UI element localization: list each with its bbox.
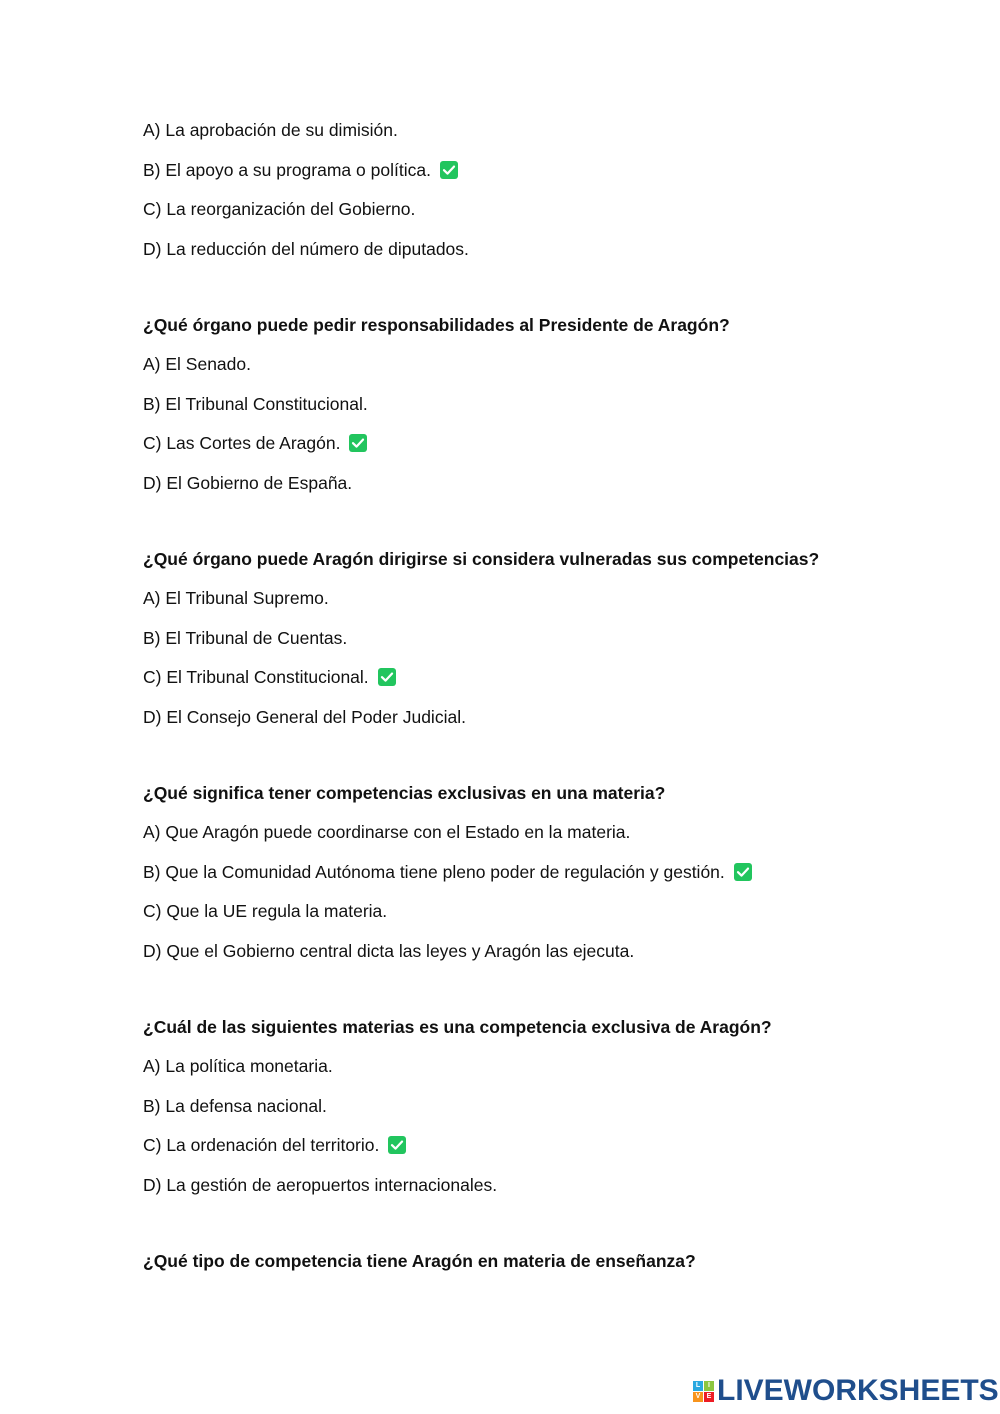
option-label: C) Las Cortes de Aragón. (143, 433, 341, 453)
answer-option (143, 393, 368, 415)
question-text (143, 314, 730, 336)
option-label: B) La defensa nacional. (143, 1096, 327, 1116)
question-label: ¿Cuál de las siguientes materias es una competencia exclusiva de Aragón? (143, 1017, 772, 1037)
check-mark-icon (349, 434, 367, 452)
logo-letter: I (704, 1381, 714, 1391)
logo-letter: L (693, 1381, 703, 1391)
answer-option (143, 1174, 497, 1196)
option-label: C) El Tribunal Constitucional. (143, 667, 369, 687)
option-label: B) El Tribunal Constitucional. (143, 394, 368, 414)
question-text (143, 548, 819, 570)
option-label: B) Que la Comunidad Autónoma tiene pleno poder de regulación y gestión. (143, 862, 725, 882)
answer-option (143, 1055, 333, 1077)
answer-option (143, 472, 352, 494)
option-label: A) La aprobación de su dimisión. (143, 120, 398, 140)
answer-option (143, 432, 367, 454)
answer-option (143, 1095, 327, 1117)
option-label: C) La ordenación del territorio. (143, 1135, 380, 1155)
answer-option (143, 821, 630, 843)
answer-option (143, 861, 752, 883)
option-label: A) La política monetaria. (143, 1056, 333, 1076)
question-text (143, 1250, 696, 1272)
option-label: D) La gestión de aeropuertos internacionales. (143, 1175, 498, 1195)
question-text (143, 782, 665, 804)
answer-option (143, 1134, 406, 1156)
check-mark-icon (378, 668, 396, 686)
liveworksheets-logo-icon (693, 1381, 714, 1402)
answer-option (143, 587, 329, 609)
answer-option (143, 198, 415, 220)
check-mark-icon (440, 161, 458, 179)
question-text (143, 1016, 772, 1038)
option-label: C) La reorganización del Gobierno. (143, 199, 416, 219)
question-label: ¿Qué órgano puede Aragón dirigirse si considera vulneradas sus competencias? (143, 549, 820, 569)
option-label: A) Que Aragón puede coordinarse con el Estado en la materia. (143, 822, 631, 842)
check-mark-icon (734, 863, 752, 881)
liveworksheets-footer (693, 1374, 999, 1408)
question-label: ¿Qué significa tener competencias exclusivas en una materia? (143, 783, 666, 803)
option-label: B) El Tribunal de Cuentas. (143, 628, 348, 648)
option-label: D) La reducción del número de diputados. (143, 239, 469, 259)
answer-option (143, 353, 251, 375)
question-label: ¿Qué órgano puede pedir responsabilidades al Presidente de Aragón? (143, 315, 730, 335)
option-label: C) Que la UE regula la materia. (143, 901, 388, 921)
check-mark-icon (388, 1136, 406, 1154)
option-label: A) El Senado. (143, 354, 251, 374)
answer-option (143, 238, 469, 260)
brand-name: LIVEWORKSHEETS (717, 1374, 999, 1407)
answer-option (143, 940, 634, 962)
answer-option (143, 627, 347, 649)
answer-option (143, 666, 396, 688)
option-label: D) El Gobierno de España. (143, 473, 353, 493)
answer-option (143, 900, 387, 922)
answer-option (143, 159, 458, 181)
option-label: A) El Tribunal Supremo. (143, 588, 329, 608)
logo-letter: V (693, 1392, 703, 1402)
logo-letter: E (704, 1392, 714, 1402)
question-label: ¿Qué tipo de competencia tiene Aragón en materia de enseñanza? (143, 1251, 696, 1271)
answer-option (143, 706, 466, 728)
option-label: B) El apoyo a su programa o política. (143, 160, 431, 180)
option-label: D) El Consejo General del Poder Judicial. (143, 707, 466, 727)
option-label: D) Que el Gobierno central dicta las leyes y Aragón las ejecuta. (143, 941, 635, 961)
answer-option (143, 119, 398, 141)
